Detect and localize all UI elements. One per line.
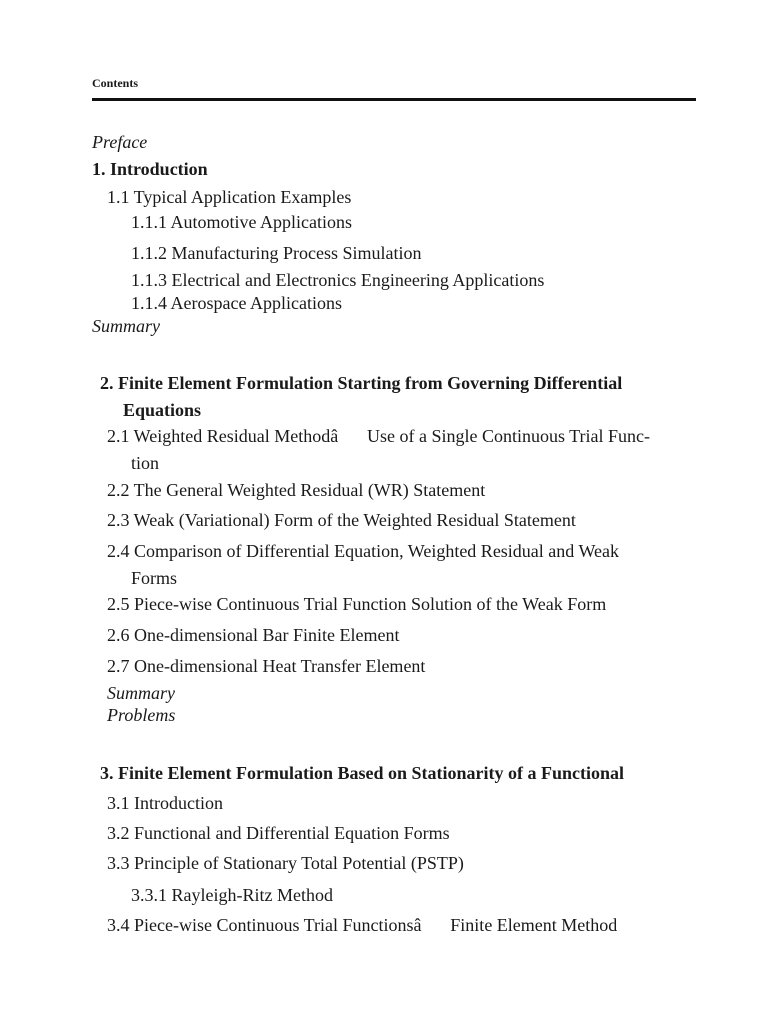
toc-section-2-5: 2.5 Piece-wise Continuous Trial Function Solution of the Weak Form	[107, 594, 607, 614]
toc-section-2-6: 2.6 One-dimensional Bar Finite Element	[107, 625, 400, 645]
toc-chapter-2-title: 2. Finite Element Formulation Starting from Governing Differential	[100, 373, 623, 393]
toc-section-2-7: 2.7 One-dimensional Heat Transfer Element	[107, 656, 426, 676]
toc-section-2-1: 2.1 Weighted Residual MethodâUse of a Single Continuous Trial Func-	[107, 426, 650, 446]
toc-section-2-4-cont: Forms	[131, 568, 178, 588]
toc-chapter-1-summary: Summary	[92, 316, 160, 336]
toc-chapter-3-title: 3. Finite Element Formulation Based on Stationarity of a Functional	[100, 763, 624, 783]
toc-chapter-2-problems: Problems	[107, 705, 176, 725]
page-header-title: Contents	[92, 76, 139, 90]
toc-section-3-4: 3.4 Piece-wise Continuous Trial FunctionsâFinite Element Method	[107, 915, 618, 935]
toc-section-1-1-4: 1.1.4 Aerospace Applications	[131, 293, 342, 313]
toc-section-2-2: 2.2 The General Weighted Residual (WR) Statement	[107, 480, 486, 500]
toc-section-1-1-2: 1.1.2 Manufacturing Process Simulation	[131, 243, 422, 263]
toc-section-2-4: 2.4 Comparison of Differential Equation, Weighted Residual and Weak	[107, 541, 619, 561]
toc-chapter-2-summary: Summary	[107, 683, 175, 703]
toc-section-3-2: 3.2 Functional and Differential Equation Forms	[107, 823, 450, 843]
toc-section-3-1: 3.1 Introduction	[107, 793, 223, 813]
toc-section-1-1: 1.1 Typical Application Examples	[107, 187, 352, 207]
toc-section-1-1-1: 1.1.1 Automotive Applications	[131, 212, 352, 232]
toc-chapter-2-title-cont: Equations	[123, 400, 202, 420]
toc-preface: Preface	[92, 132, 148, 152]
toc-section-3-3: 3.3 Principle of Stationary Total Potential (PSTP)	[107, 853, 464, 873]
toc-section-1-1-3: 1.1.3 Electrical and Electronics Engineering Applications	[131, 270, 545, 290]
header-rule	[92, 98, 696, 101]
toc-section-2-1-cont: tion	[131, 453, 160, 473]
toc-section-2-3: 2.3 Weak (Variational) Form of the Weighted Residual Statement	[107, 510, 576, 530]
toc-chapter-1-title: 1. Introduction	[92, 159, 208, 179]
toc-section-3-3-1: 3.3.1 Rayleigh-Ritz Method	[131, 885, 333, 905]
